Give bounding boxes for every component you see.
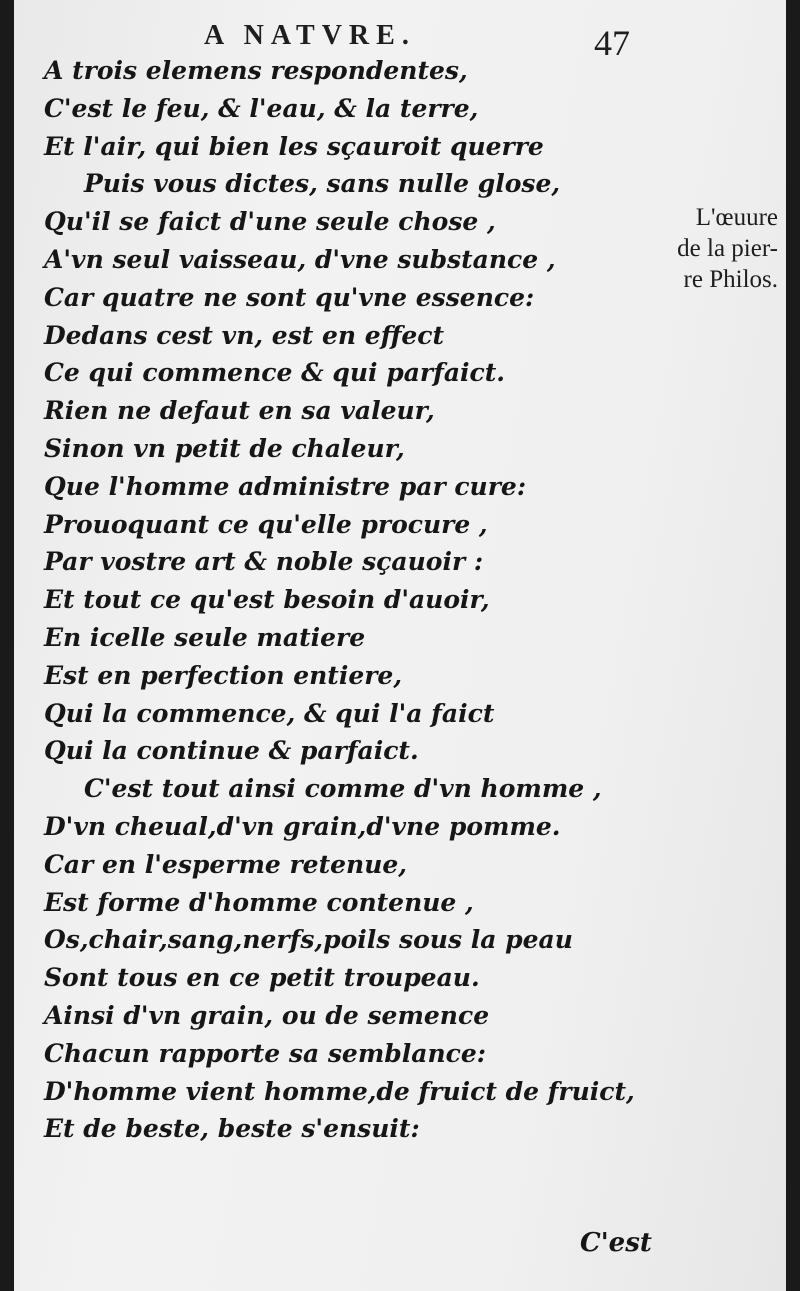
page-number: 47 <box>594 23 630 63</box>
verse-line: Et tout ce qu'est besoin d'auoir, <box>44 585 490 615</box>
book-page <box>14 0 786 1291</box>
verse-line: Car en l'esperme retenue, <box>44 849 408 879</box>
verse-line: A'vn seul vaisseau, d'vne substance , <box>44 244 556 274</box>
verse-line: Ce qui commence & qui parfaict. <box>44 358 505 388</box>
verse-line: Est forme d'homme contenue , <box>44 887 474 917</box>
verse-line: Puis vous dictes, sans nulle glose, <box>84 169 561 199</box>
verse-line: Qui la continue & parfaict. <box>44 736 419 766</box>
margin-note-line: L'œuure <box>695 204 778 231</box>
verse-line: Qu'il se faict d'une seule chose , <box>44 207 496 237</box>
verse-line: A trois elemens respondentes, <box>44 56 468 85</box>
margin-note <box>638 202 778 295</box>
verse-line: Os,chair,sang,nerfs,poils sous la peau <box>44 925 573 955</box>
verse-line: Sinon vn petit de chaleur, <box>44 433 405 463</box>
verse-line: Est en perfection entiere, <box>44 660 403 690</box>
verse-text <box>44 52 634 1148</box>
verse-line: C'est tout ainsi comme d'vn homme , <box>84 774 602 804</box>
catchword: C'est <box>580 1228 652 1258</box>
verse-line: Et l'air, qui bien les sçauroit querre <box>44 131 544 161</box>
verse-line: Que l'homme administre par cure: <box>44 471 527 501</box>
verse-line: Rien ne defaut en sa valeur, <box>44 396 435 426</box>
running-title: A NATVRE. <box>204 20 416 51</box>
verse-line: Par vostre art & noble sçauoir : <box>44 547 484 577</box>
verse-line: En icelle seule matiere <box>44 622 366 652</box>
verse-line: Dedans cest vn, est en effect <box>44 320 445 350</box>
margin-note-line: de la pier- <box>677 235 778 262</box>
verse-line: Ainsi d'vn grain, ou de semence <box>44 1000 490 1030</box>
verse-line: Chacun rapporte sa semblance: <box>44 1038 487 1068</box>
verse-line: Sont tous en ce petit troupeau. <box>44 963 480 993</box>
verse-line: C'est le feu, & l'eau, & la terre, <box>44 93 479 123</box>
verse-line: D'homme vient homme,de fruict de fruict, <box>44 1076 635 1106</box>
margin-note-line: re Philos. <box>683 266 778 293</box>
verse-line: Et de beste, beste s'ensuit: <box>44 1114 420 1144</box>
verse-line: D'vn cheual,d'vn grain,d'vne pomme. <box>44 811 561 841</box>
verse-line: Qui la commence, & qui l'a faict <box>44 698 495 728</box>
verse-line: Prouoquant ce qu'elle procure , <box>44 509 488 539</box>
verse-line: Car quatre ne sont qu'vne essence: <box>44 282 535 312</box>
